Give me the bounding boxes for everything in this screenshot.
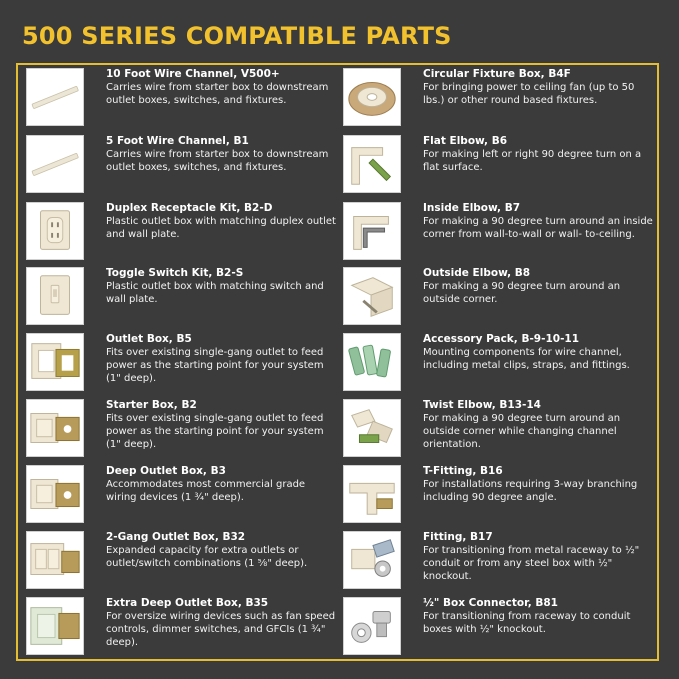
part-name: Toggle Switch Kit, B2-S — [106, 267, 244, 279]
part-description: Accommodates most commercial grade wiring devices (1 ¾" deep). — [106, 479, 306, 504]
box-connector-icon — [343, 597, 401, 655]
part-item — [343, 531, 653, 589]
part-name: Fitting, B17 — [423, 531, 493, 543]
part-description: For transitioning from raceway to conduit boxes with ½" knockout. — [423, 611, 631, 636]
part-name: Outside Elbow, B8 — [423, 267, 531, 279]
duplex-receptacle-icon — [26, 202, 84, 260]
accessory-pack-icon — [343, 333, 401, 391]
part-item — [26, 399, 336, 457]
wire-channel-icon — [26, 135, 84, 193]
wire-channel-icon — [26, 68, 84, 126]
part-item — [26, 531, 336, 589]
part-description: For making a 90 degree turn around an outside corner while changing channel orientation. — [423, 413, 621, 451]
part-item — [343, 202, 653, 260]
part-name: Circular Fixture Box, B4F — [423, 68, 571, 80]
part-name: T-Fitting, B16 — [423, 465, 503, 477]
part-description: For transitioning from metal raceway to ½" conduit or from any steel box with ½" knockout. — [423, 545, 640, 583]
twist-elbow-icon — [343, 399, 401, 457]
part-name: Flat Elbow, B6 — [423, 135, 508, 147]
part-description: Plastic outlet box with matching switch and wall plate. — [106, 281, 324, 306]
part-name: Twist Elbow, B13-14 — [423, 399, 541, 411]
part-item — [26, 68, 336, 126]
part-item — [26, 267, 336, 325]
inside-elbow-icon — [343, 202, 401, 260]
part-description: For oversize wiring devices such as fan speed controls, dimmer switches, and GFCIs (1 ¾" deep). — [106, 611, 336, 649]
part-item — [343, 267, 653, 325]
part-description: Plastic outlet box with matching duplex outlet and wall plate. — [106, 216, 336, 241]
part-description: Fits over existing single-gang outlet to feed power as the starting point for your system (1" deep). — [106, 347, 324, 385]
part-item — [343, 597, 653, 655]
part-description: For making left or right 90 degree turn on a flat surface. — [423, 149, 642, 174]
part-item — [343, 135, 653, 193]
outside-elbow-icon — [343, 267, 401, 325]
part-item — [26, 135, 336, 193]
t-fitting-icon — [343, 465, 401, 523]
part-item — [26, 465, 336, 523]
part-name: 2-Gang Outlet Box, B32 — [106, 531, 246, 543]
part-description: For installations requiring 3-way branching including 90 degree angle. — [423, 479, 638, 504]
part-item — [26, 597, 336, 655]
part-description: Mounting components for wire channel, including metal clips, straps, and fittings. — [423, 347, 630, 372]
part-name: Outlet Box, B5 — [106, 333, 192, 345]
part-name: Inside Elbow, B7 — [423, 202, 521, 214]
part-item — [343, 68, 653, 126]
part-name: ½" Box Connector, B81 — [423, 597, 558, 609]
outlet-box-icon — [26, 333, 84, 391]
part-description: For bringing power to ceiling fan (up to 50 lbs.) or other round based fixtures. — [423, 82, 635, 107]
part-description: Carries wire from starter box to downstream outlet boxes, switches, and fixtures. — [106, 82, 329, 107]
part-name: Duplex Receptacle Kit, B2-D — [106, 202, 273, 214]
part-description: Carries wire from starter box to downstream outlet boxes, switches, and fixtures. — [106, 149, 329, 174]
part-description: For making a 90 degree turn around an inside corner from wall-to-wall or wall- to-ceiling. — [423, 216, 653, 241]
circular-box-icon — [343, 68, 401, 126]
two-gang-box-icon — [26, 531, 84, 589]
deep-outlet-box-icon — [26, 465, 84, 523]
part-item — [26, 333, 336, 391]
part-item — [26, 202, 336, 260]
page-title: 500 SERIES COMPATIBLE PARTS — [22, 22, 452, 50]
part-name: 5 Foot Wire Channel, B1 — [106, 135, 249, 147]
fitting-icon — [343, 531, 401, 589]
part-name: Deep Outlet Box, B3 — [106, 465, 226, 477]
part-name: Starter Box, B2 — [106, 399, 197, 411]
toggle-switch-icon — [26, 267, 84, 325]
extra-deep-box-icon — [26, 597, 84, 655]
starter-box-icon — [26, 399, 84, 457]
part-item — [343, 465, 653, 523]
part-description: For making a 90 degree turn around an outside corner. — [423, 281, 621, 306]
part-name: Accessory Pack, B-9-10-11 — [423, 333, 580, 345]
part-name: Extra Deep Outlet Box, B35 — [106, 597, 269, 609]
part-description: Fits over existing single-gang outlet to feed power as the starting point for your system (1" deep). — [106, 413, 324, 451]
part-item — [343, 333, 653, 391]
part-item — [343, 399, 653, 457]
part-name: 10 Foot Wire Channel, V500+ — [106, 68, 280, 80]
part-description: Expanded capacity for extra outlets or outlet/switch combinations (1 ⅝" deep). — [106, 545, 308, 570]
flat-elbow-icon — [343, 135, 401, 193]
